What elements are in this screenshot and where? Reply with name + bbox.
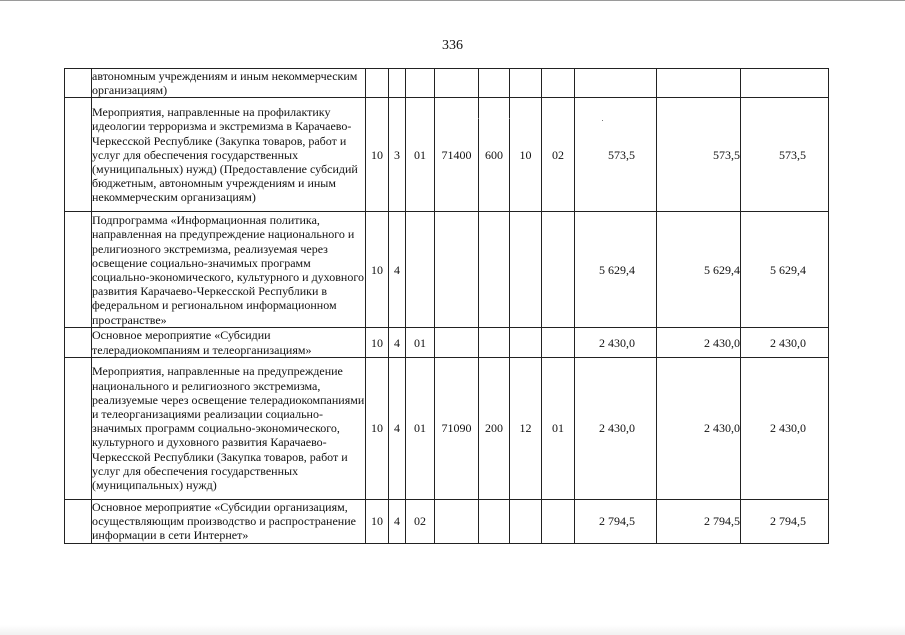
description-cell: Мероприятия, направленные на предупреждение национального и религиозного экстремизма, реализуемые через освещение телерадиокомпаниями и телеорганизациями реализации социально-значимых программ социально-экономического, культурного и духовного развития Карачаево-Черкесской Республики (Закупка товаров, работ и услуг для обеспечения государственных (муниципальных) нужд) bbox=[92, 357, 366, 499]
amount-year-1-cell: 2 794,5 bbox=[575, 499, 657, 543]
table-row bbox=[65, 499, 829, 543]
expense-type-cell: 600 bbox=[479, 98, 510, 212]
extra-code-2-cell bbox=[542, 499, 575, 543]
extra-code-2-cell: 01 bbox=[542, 357, 575, 499]
program-code-cell bbox=[406, 212, 435, 328]
section-code-cell bbox=[366, 69, 389, 98]
extra-code-1-cell bbox=[510, 499, 542, 543]
scan-speck bbox=[602, 120, 603, 121]
scan-top-edge bbox=[0, 0, 905, 1]
description-cell: Основное мероприятие «Субсидии организациям, осуществляющим производство и распространение информации в сети Интернет» bbox=[92, 499, 366, 543]
amount-year-1-cell: 573,5 bbox=[575, 98, 657, 212]
description-cell: Основное мероприятие «Субсидии телерадиокомпаниям и телеорганизациям» bbox=[92, 328, 366, 357]
scan-speck bbox=[509, 118, 510, 119]
target-article-cell: 71400 bbox=[435, 98, 479, 212]
amount-year-2-cell: 5 629,4 bbox=[657, 212, 741, 328]
row-number-cell bbox=[65, 69, 92, 98]
section-code-cell: 10 bbox=[366, 328, 389, 357]
subsection-code-cell bbox=[389, 69, 406, 98]
amount-year-1-cell bbox=[575, 69, 657, 98]
amount-year-2-cell: 2 794,5 bbox=[657, 499, 741, 543]
amount-year-2-cell: 573,5 bbox=[657, 98, 741, 212]
extra-code-1-cell bbox=[510, 212, 542, 328]
table-row bbox=[65, 328, 829, 357]
scan-bottom-edge bbox=[0, 625, 905, 635]
extra-code-2-cell bbox=[542, 212, 575, 328]
amount-year-3-cell: 2 794,5 bbox=[741, 499, 829, 543]
extra-code-2-cell bbox=[542, 69, 575, 98]
extra-code-2-cell: 02 bbox=[542, 98, 575, 212]
table-row bbox=[65, 69, 829, 98]
amount-year-3-cell bbox=[741, 69, 829, 98]
row-number-cell bbox=[65, 499, 92, 543]
amount-year-3-cell: 2 430,0 bbox=[741, 328, 829, 357]
amount-year-3-cell: 5 629,4 bbox=[741, 212, 829, 328]
section-code-cell: 10 bbox=[366, 357, 389, 499]
expense-type-cell bbox=[479, 212, 510, 328]
amount-year-1-cell: 2 430,0 bbox=[575, 328, 657, 357]
amount-year-2-cell bbox=[657, 69, 741, 98]
amount-year-3-cell: 2 430,0 bbox=[741, 357, 829, 499]
subsection-code-cell: 4 bbox=[389, 212, 406, 328]
subsection-code-cell: 4 bbox=[389, 328, 406, 357]
table-row bbox=[65, 98, 829, 212]
page-number: 336 bbox=[442, 38, 463, 53]
amount-year-1-cell: 5 629,4 bbox=[575, 212, 657, 328]
program-code-cell: 02 bbox=[406, 499, 435, 543]
description-cell: автономным учреждениям и иным некоммерческим организациям) bbox=[92, 69, 366, 98]
target-article-cell bbox=[435, 69, 479, 98]
program-code-cell: 01 bbox=[406, 98, 435, 212]
expense-type-cell: 200 bbox=[479, 357, 510, 499]
target-article-cell bbox=[435, 212, 479, 328]
amount-year-3-cell: 573,5 bbox=[741, 98, 829, 212]
row-number-cell bbox=[65, 328, 92, 357]
description-cell: Мероприятия, направленные на профилактику идеологии терроризма и экстремизма в Карачаево-Черкесской Республике (Закупка товаров, работ и услуг для обеспечения государственных (муниципальных) нужд) (Предоставление субсидий бюджетным, автономным учреждениям и иным некоммерческим организациям) bbox=[92, 98, 366, 212]
extra-code-1-cell bbox=[510, 69, 542, 98]
subsection-code-cell: 4 bbox=[389, 499, 406, 543]
program-code-cell: 01 bbox=[406, 328, 435, 357]
row-number-cell bbox=[65, 212, 92, 328]
description-cell: Подпрограмма «Информационная политика, направленная на предупреждение национального и религиозного экстремизма, реализуемая через освещение социально-значимых программ социально-экономического, культурного и духовного развития Карачаево-Черкесской Республики в федеральном и региональном информационном пространстве» bbox=[92, 213, 364, 327]
row-number-cell bbox=[65, 357, 92, 499]
expense-type-cell bbox=[479, 499, 510, 543]
target-article-cell bbox=[435, 499, 479, 543]
section-code-cell: 10 bbox=[366, 212, 389, 328]
amount-year-2-cell: 2 430,0 bbox=[657, 328, 741, 357]
target-article-cell bbox=[435, 328, 479, 357]
table-row bbox=[65, 357, 829, 499]
row-number-cell bbox=[65, 98, 92, 212]
program-code-cell: 01 bbox=[406, 357, 435, 499]
budget-table bbox=[64, 68, 829, 544]
section-code-cell: 10 bbox=[366, 499, 389, 543]
target-article-cell: 71090 bbox=[435, 357, 479, 499]
expense-type-cell bbox=[479, 328, 510, 357]
amount-year-1-cell: 2 430,0 bbox=[575, 357, 657, 499]
amount-year-2-cell: 2 430,0 bbox=[657, 357, 741, 499]
extra-code-1-cell: 12 bbox=[510, 357, 542, 499]
subsection-code-cell: 3 bbox=[389, 98, 406, 212]
extra-code-1-cell bbox=[510, 328, 542, 357]
extra-code-1-cell: 10 bbox=[510, 98, 542, 212]
scan-speck bbox=[478, 118, 479, 119]
subsection-code-cell: 4 bbox=[389, 357, 406, 499]
program-code-cell bbox=[406, 69, 435, 98]
section-code-cell: 10 bbox=[366, 98, 389, 212]
expense-type-cell bbox=[479, 69, 510, 98]
extra-code-2-cell bbox=[542, 328, 575, 357]
table-row bbox=[65, 212, 829, 328]
